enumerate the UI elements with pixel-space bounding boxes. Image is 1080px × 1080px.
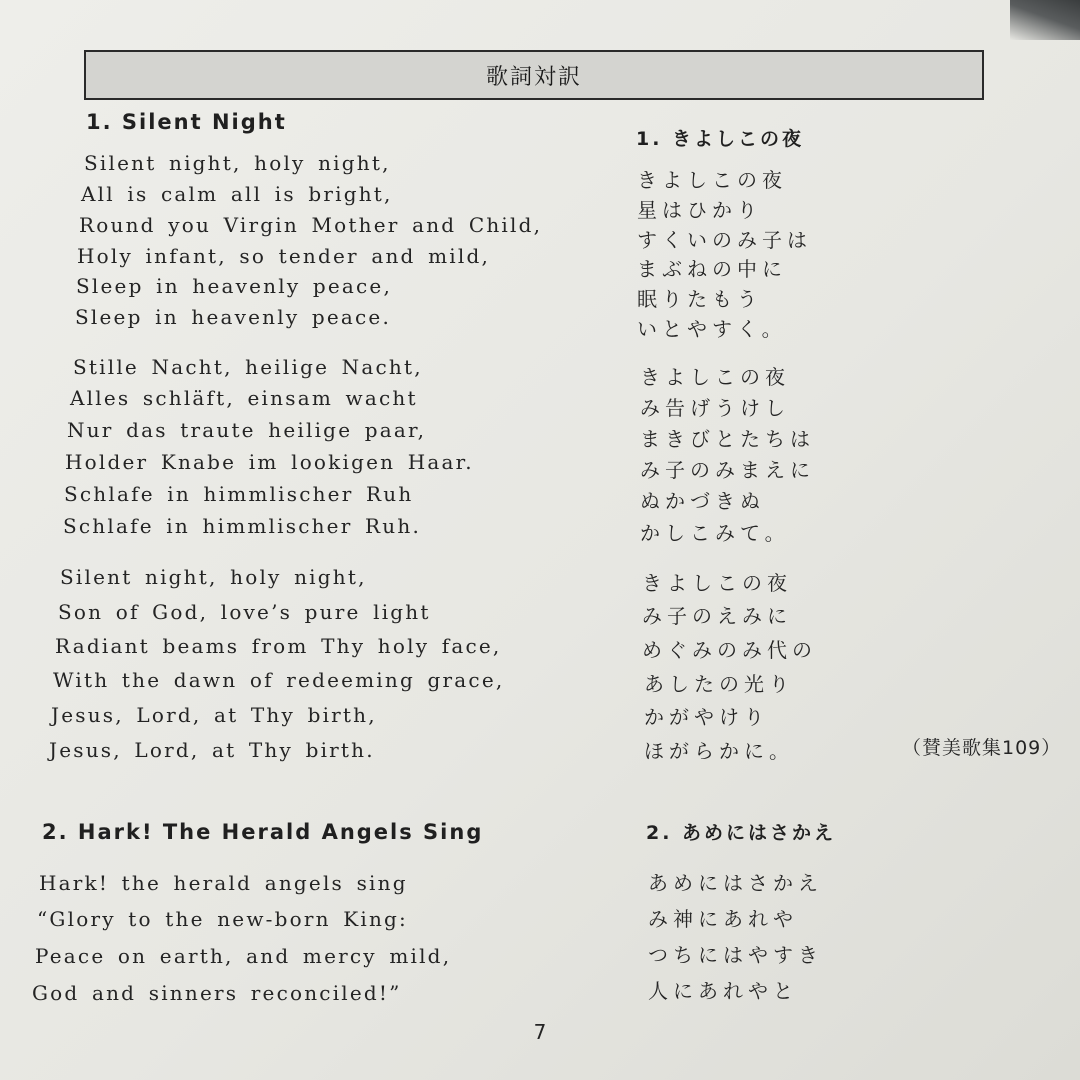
song-1-stanza-1-line-jp: まぶねの中に — [637, 257, 787, 281]
song-1-stanza-2-line-de: Nur das traute heilige paar, — [67, 418, 427, 442]
song-1-stanza-3-line-jp: かがやけり — [644, 705, 769, 729]
page-number: 7 — [533, 1020, 547, 1044]
song-1-stanza-1-line-jp: きよしこの夜 — [637, 168, 787, 192]
song-1-stanza-3-line-en: Son of God, love’s pure light — [58, 600, 431, 624]
song-1-stanza-1-line-jp: いとやすく。 — [637, 317, 787, 341]
song-1-stanza-2-line-de: Holder Knabe im lookigen Haar. — [65, 450, 474, 474]
song-1-stanza-1-line-en: Sleep in heavenly peace, — [76, 274, 393, 298]
song-2-title-en: 2. Hark! The Herald Angels Sing — [42, 820, 484, 844]
song-1-stanza-1-line-en: All is calm all is bright, — [81, 182, 393, 206]
song-2-stanza-1-line-jp: 人にあれやと — [648, 979, 798, 1003]
song-2-stanza-1-line-en: Hark! the herald angels sing — [39, 871, 408, 895]
background-edge — [1010, 0, 1080, 40]
song-1-stanza-3-line-jp: めぐみのみ代の — [642, 638, 817, 662]
song-1-title-en: 1. Silent Night — [86, 110, 287, 134]
song-2-stanza-1-line-en: Peace on earth, and mercy mild, — [35, 944, 452, 968]
song-1-stanza-1-line-jp: すくいのみ子は — [637, 228, 812, 252]
song-1-stanza-1-line-en: Round you Virgin Mother and Child, — [79, 213, 543, 237]
song-1-stanza-3-line-en: Jesus, Lord, at Thy birth, — [51, 703, 377, 727]
song-1-stanza-2-line-de: Schlafe in himmlischer Ruh — [64, 482, 414, 506]
song-1-stanza-2-line-jp: まきびとたちは — [640, 427, 815, 451]
song-1-stanza-3-line-en: Jesus, Lord, at Thy birth. — [49, 738, 375, 762]
song-1-stanza-2-line-de: Alles schläft, einsam wacht — [70, 386, 418, 410]
song-2-title-jp: 2. あめにはさかえ — [646, 822, 837, 844]
song-1-stanza-1-line-en: Silent night, holy night, — [84, 151, 391, 175]
song-2-stanza-1-line-en: “Glory to the new-born King: — [37, 907, 408, 931]
song-1-stanza-2-line-jp: かしこみて。 — [640, 521, 790, 545]
song-2-stanza-1-line-en: God and sinners reconciled!” — [32, 981, 402, 1005]
song-1-stanza-2-line-jp: きよしこの夜 — [640, 365, 790, 389]
page-title: 歌詞対訳 — [485, 65, 582, 90]
song-1-title-jp: 1. きよしこの夜 — [636, 128, 805, 150]
song-1-stanza-1-line-en: Holy infant, so tender and mild, — [77, 244, 491, 268]
song-1-stanza-3-line-en: Radiant beams from Thy holy face, — [55, 634, 502, 658]
song-2-stanza-1-line-jp: み神にあれや — [648, 907, 798, 931]
song-1-stanza-3-line-en: Silent night, holy night, — [60, 565, 367, 589]
header-banner — [84, 50, 984, 100]
song-1-stanza-2-line-de: Stille Nacht, heilige Nacht, — [73, 355, 423, 379]
hymnal-reference: （賛美歌集109） — [902, 737, 1062, 759]
song-2-stanza-1-line-jp: あめにはさかえ — [648, 871, 823, 895]
song-1-stanza-1-line-jp: 眠りたもう — [637, 287, 762, 311]
song-2-stanza-1-line-jp: つちにはやすき — [648, 943, 823, 967]
song-1-stanza-3-line-jp: み子のえみに — [642, 604, 792, 628]
song-1-stanza-3-line-jp: あしたの光り — [644, 672, 794, 696]
song-1-stanza-2-line-jp: み子のみまえに — [640, 458, 815, 482]
song-1-stanza-3-line-jp: きよしこの夜 — [642, 571, 792, 595]
song-1-stanza-3-line-en: With the dawn of redeeming grace, — [53, 668, 505, 692]
song-1-stanza-1-line-en: Sleep in heavenly peace. — [75, 305, 392, 329]
song-1-stanza-2-line-de: Schlafe in himmlischer Ruh. — [63, 514, 422, 538]
song-1-stanza-1-line-jp: 星はひかり — [637, 198, 762, 222]
song-1-stanza-2-line-jp: ぬかづきぬ — [640, 489, 765, 513]
song-1-stanza-3-line-jp: ほがらかに。 — [644, 739, 794, 763]
song-1-stanza-2-line-jp: み告げうけし — [640, 396, 790, 420]
